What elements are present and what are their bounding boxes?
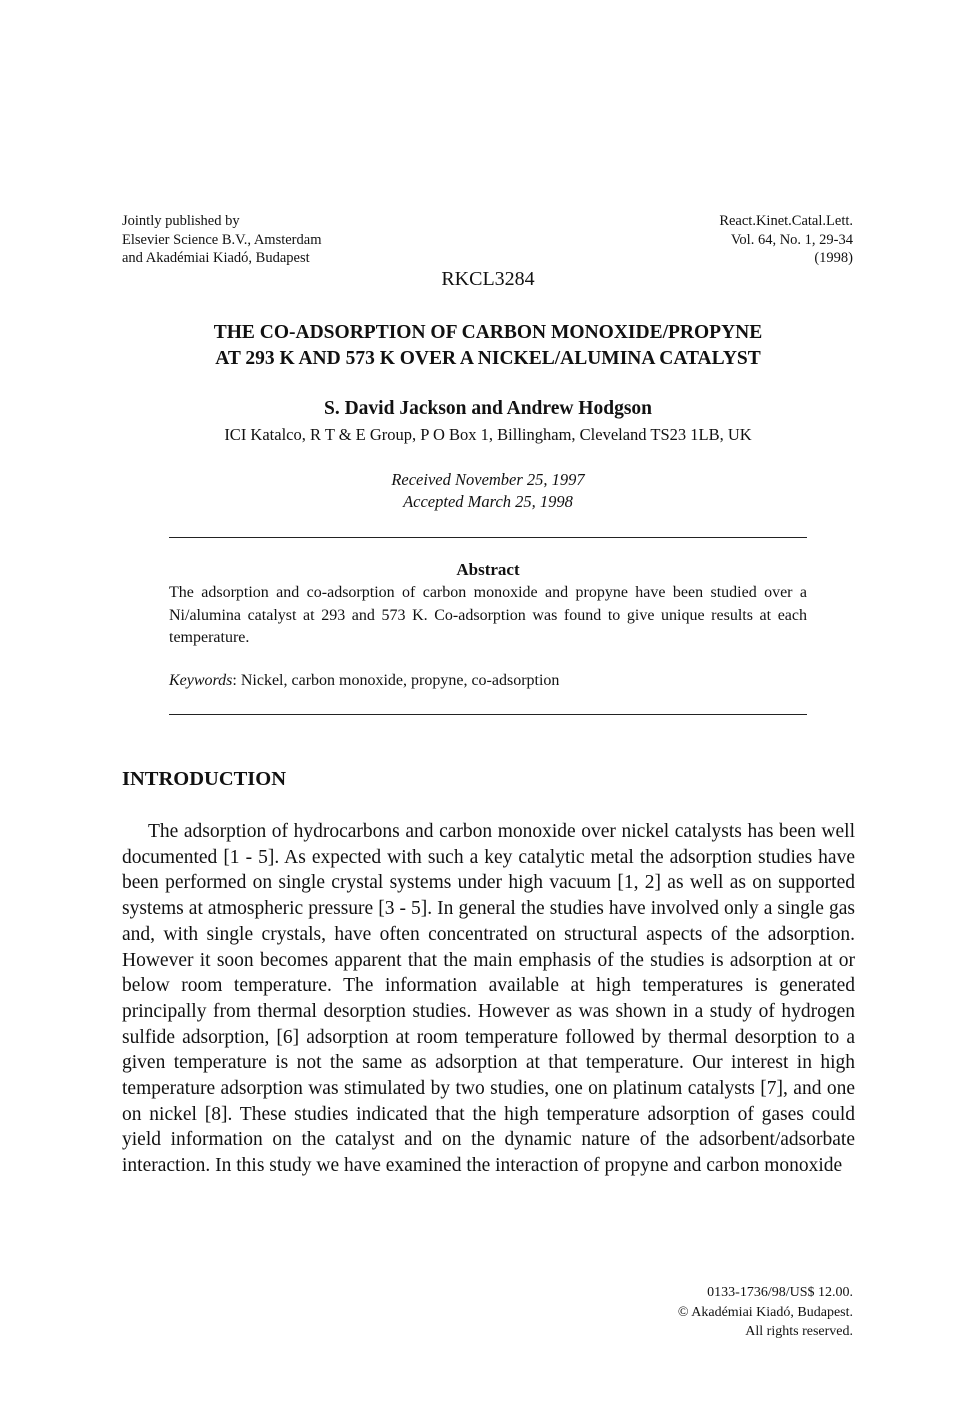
paper-title <box>0 320 976 372</box>
journal-line: (1998) <box>814 250 853 266</box>
copyright-footer <box>678 1283 853 1342</box>
article-code: RKCL3284 <box>441 268 535 290</box>
accepted-date: Accepted March 25, 1998 <box>403 492 573 511</box>
keywords-label: Keywords <box>169 672 233 689</box>
title-line: THE CO-ADSORPTION OF CARBON MONOXIDE/PROPYNE <box>213 322 763 343</box>
publisher-line: Jointly published by <box>122 213 240 229</box>
journal-line: React.Kinet.Catal.Lett. <box>719 213 853 229</box>
footer-line: 0133-1736/98/US$ 12.00. <box>707 1285 853 1300</box>
publisher-block <box>122 212 321 268</box>
abstract-heading: Abstract <box>456 560 520 579</box>
footer-line: All rights reserved. <box>745 1324 853 1339</box>
title-line: AT 293 K AND 573 K OVER A NICKEL/ALUMINA CATALYST <box>215 348 761 369</box>
journal-line: Vol. 64, No. 1, 29-34 <box>730 231 853 248</box>
keywords <box>169 672 559 690</box>
divider-bottom <box>169 714 807 715</box>
authors: S. David Jackson and Andrew Hodgson <box>324 398 652 419</box>
divider-top <box>169 537 807 538</box>
body-paragraph: The adsorption of hydrocarbons and carbon monoxide over nickel catalysts has been well documented [1 - 5]. As expected with such a key catalytic metal the adsorption studies have been performed on single crystal systems under high vacuum [1, 2] as well as on supported systems at atmospheric pressure [3 - 5]. In general the studies have involved only a single gas and, with single crystals, have often concentrated on structural aspects of the adsorption. However it soon becomes apparent that the main emphasis of the studies is adsorption at or below room temperature. The information available at high temperatures is generated principally from thermal desorption studies. However as was shown in a study of hydrogen sulfide adsorption, [6] adsorption at room temperature followed by thermal desorption to a given temperature is not the same as adsorption at that temperature. Our interest in high temperature adsorption was stimulated by two studies, one on platinum catalysts [7], and one on nickel [8]. These studies indicated that the high temperature adsorption of gases could yield information on the catalyst and on the dynamic nature of the adsorbent/adsorbate interaction. In this study we have examined the interaction of propyne and carbon monoxide <box>122 821 855 1177</box>
journal-citation <box>719 212 853 268</box>
footer-line: © Akadémiai Kiadó, Budapest. <box>677 1304 853 1320</box>
dates <box>0 469 976 513</box>
received-date: Received November 25, 1997 <box>391 470 585 489</box>
abstract-text: The adsorption and co-adsorption of carbon monoxide and propyne have been studied over a Ni/alumina catalyst at 293 and 573 K. Co-adsorption was found to give unique results at each temperature. <box>169 584 807 646</box>
affiliation: ICI Katalco, R T & E Group, P O Box 1, Billingham, Cleveland TS23 1LB, UK <box>224 425 752 444</box>
publisher-line: Elsevier Science B.V., Amsterdam <box>122 231 322 248</box>
keywords-list: : Nickel, carbon monoxide, propyne, co-adsorption <box>232 672 560 689</box>
publisher-line: and Akadémiai Kiadó, Budapest <box>122 250 310 266</box>
section-heading: INTRODUCTION <box>122 768 287 790</box>
